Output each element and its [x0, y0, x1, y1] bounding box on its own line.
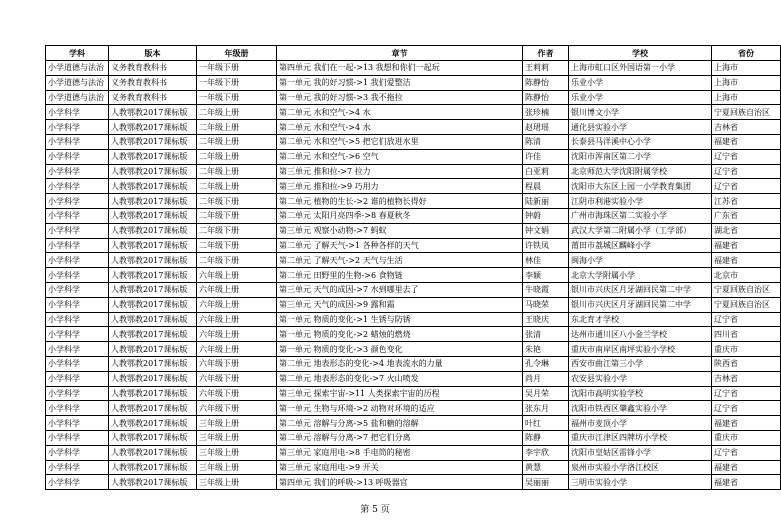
table-cell: 第四单元 我们的呼吸->13 呼吸器官 [277, 475, 523, 490]
table-cell: 张珍楠 [523, 105, 569, 120]
table-cell: 六年级下册 [197, 401, 277, 416]
table-cell: 三明市实验小学 [569, 475, 712, 490]
table-cell: 福建省 [712, 460, 781, 475]
table-cell: 福建省 [712, 238, 781, 253]
table-cell: 人教鄂教2017课标版 [109, 253, 197, 268]
table-cell: 吉林省 [712, 120, 781, 135]
table-cell: 小学科学 [46, 238, 109, 253]
table-cell: 第二单元 地表形态的变化->4 地表流水的力量 [277, 356, 523, 371]
table-cell: 人教鄂教2017课标版 [109, 386, 197, 401]
table-cell: 人教鄂教2017课标版 [109, 416, 197, 431]
table-row [46, 149, 781, 164]
table-cell: 泉州市实验小学洛江校区 [569, 460, 712, 475]
table-cell: 第二单元 水和空气->4 水 [277, 120, 523, 135]
table-row [46, 327, 781, 342]
table-cell: 程晨 [523, 179, 569, 194]
table-cell: 乐业小学 [569, 90, 712, 105]
table-cell: 沈阳市皇姑区雷锋小学 [569, 445, 712, 460]
table-cell: 第三单元 家庭用电->9 开关 [277, 460, 523, 475]
table-cell: 福建省 [712, 416, 781, 431]
table-cell: 第一单元 我的好习惯->3 我不拖拉 [277, 90, 523, 105]
table-cell: 第二单元 地表形态的变化->7 火山喷发 [277, 371, 523, 386]
table-cell: 辽宁省 [712, 149, 781, 164]
table-cell: 小学科学 [46, 445, 109, 460]
table-cell: 小学道德与法治 [46, 90, 109, 105]
table-cell: 银川市兴庆区月牙湖回民第二中学 [569, 282, 712, 297]
table-cell: 小学科学 [46, 430, 109, 445]
table-cell: 第二单元 了解天气->1 各种各样的天气 [277, 238, 523, 253]
table-cell: 第三单元 推和拉->9 巧用力 [277, 179, 523, 194]
table-cell: 林佳 [523, 253, 569, 268]
table-cell: 第一单元 物质的变化->2 蜡烛的燃烧 [277, 327, 523, 342]
table-row [46, 386, 781, 401]
table-cell: 钟蔚 [523, 208, 569, 223]
table-cell: 人教鄂教2017课标版 [109, 342, 197, 357]
table-cell: 福建省 [712, 475, 781, 490]
table-cell: 小学科学 [46, 356, 109, 371]
table-row [46, 253, 781, 268]
table-cell: 六年级下册 [197, 371, 277, 386]
table-cell: 小学科学 [46, 194, 109, 209]
table-cell: 人教鄂教2017课标版 [109, 445, 197, 460]
table-cell: 二年级下册 [197, 208, 277, 223]
table-cell: 孔令琳 [523, 356, 569, 371]
table-cell: 六年级上册 [197, 268, 277, 283]
table-cell: 六年级上册 [197, 297, 277, 312]
table-cell: 人教鄂教2017课标版 [109, 208, 197, 223]
page-number: 第 5 页 [360, 505, 390, 515]
table-row [46, 282, 781, 297]
table-cell: 小学科学 [46, 223, 109, 238]
table-row [46, 179, 781, 194]
table-cell: 许铁凤 [523, 238, 569, 253]
table-cell: 第二单元 田野里的生物->6 食物链 [277, 268, 523, 283]
table-cell: 小学科学 [46, 208, 109, 223]
table-cell: 王莉莉 [523, 61, 569, 76]
table-cell: 陈静怡 [523, 90, 569, 105]
table-cell: 小学科学 [46, 164, 109, 179]
table-cell: 小学科学 [46, 179, 109, 194]
table-cell: 一年级下册 [197, 90, 277, 105]
table-cell: 人教鄂教2017课标版 [109, 179, 197, 194]
table-cell: 二年级上册 [197, 149, 277, 164]
table-cell: 六年级上册 [197, 342, 277, 357]
table-cell: 江阴市利港实验小学 [569, 194, 712, 209]
table-cell: 辽宁省 [712, 312, 781, 327]
table-cell: 沈阳市大东区上园一小学教育集团 [569, 179, 712, 194]
table-cell: 重庆市 [712, 430, 781, 445]
table-cell: 第三单元 探索宇宙->11 人类探索宇宙的历程 [277, 386, 523, 401]
table-cell: 人教鄂教2017课标版 [109, 223, 197, 238]
table-cell: 辽宁省 [712, 401, 781, 416]
table-cell: 陆新丽 [523, 194, 569, 209]
table-cell: 宁夏回族自治区 [712, 282, 781, 297]
table-row [46, 475, 781, 490]
table-cell: 达州市通川区八小金兰学校 [569, 327, 712, 342]
table-cell: 小学科学 [46, 371, 109, 386]
table-cell: 农安县实验小学 [569, 371, 712, 386]
table-cell: 广东省 [712, 208, 781, 223]
column-header: 版本 [109, 46, 197, 61]
table-cell: 辽宁省 [712, 164, 781, 179]
table-cell: 第三单元 天气的成因->9 露和霜 [277, 297, 523, 312]
table-cell: 第二单元 溶解与分离->7 把它们分离 [277, 430, 523, 445]
table-cell: 上海市 [712, 75, 781, 90]
table-cell: 长泰县马洋溪中心小学 [569, 134, 712, 149]
table-cell: 江苏省 [712, 194, 781, 209]
table-cell: 人教鄂教2017课标版 [109, 430, 197, 445]
table-cell: 人教鄂教2017课标版 [109, 401, 197, 416]
table-row [46, 90, 781, 105]
table-cell: 二年级下册 [197, 253, 277, 268]
table-cell: 小学科学 [46, 342, 109, 357]
table-cell: 辽宁省 [712, 445, 781, 460]
table-cell: 重庆市南岸区南坪实验小学校 [569, 342, 712, 357]
table-row [46, 416, 781, 431]
table-cell: 三年级上册 [197, 445, 277, 460]
table-cell: 义务教育教科书 [109, 75, 197, 90]
table-cell: 小学科学 [46, 282, 109, 297]
table-cell: 人教鄂教2017课标版 [109, 194, 197, 209]
table-cell: 六年级上册 [197, 312, 277, 327]
table-row [46, 194, 781, 209]
table-cell: 人教鄂教2017课标版 [109, 120, 197, 135]
column-header: 学科 [46, 46, 109, 61]
table-row [46, 75, 781, 90]
table-row [46, 401, 781, 416]
table-row [46, 430, 781, 445]
table-cell: 上海市 [712, 61, 781, 76]
table-cell: 六年级下册 [197, 386, 277, 401]
table-cell: 许佳 [523, 149, 569, 164]
table-cell: 第一单元 物质的变化->3 颜色变化 [277, 342, 523, 357]
table-cell: 四川省 [712, 327, 781, 342]
table-cell: 二年级下册 [197, 194, 277, 209]
table-cell: 沈阳市铁西区肇鑫实验小学 [569, 401, 712, 416]
table-cell: 李宇欣 [523, 445, 569, 460]
table-cell: 人教鄂教2017课标版 [109, 164, 197, 179]
table-cell: 人教鄂教2017课标版 [109, 356, 197, 371]
table-cell: 小学科学 [46, 268, 109, 283]
table-row [46, 268, 781, 283]
table-cell: 二年级上册 [197, 164, 277, 179]
table-cell: 人教鄂教2017课标版 [109, 327, 197, 342]
table-row [46, 208, 781, 223]
table-cell: 上海市 [712, 90, 781, 105]
table-cell: 牛晓霞 [523, 282, 569, 297]
table-row [46, 342, 781, 357]
table-cell: 王晓庆 [523, 312, 569, 327]
table-cell: 武汉大学第二附属小学（工学部） [569, 223, 712, 238]
table-cell: 六年级上册 [197, 282, 277, 297]
table-cell: 张清 [523, 327, 569, 342]
table-cell: 福州市麦顶小学 [569, 416, 712, 431]
table-cell: 闽海小学 [569, 253, 712, 268]
table-row [46, 223, 781, 238]
table-cell: 二年级下册 [197, 238, 277, 253]
table-cell: 第二单元 水和空气->5 把它们放进水里 [277, 134, 523, 149]
table-cell: 第二单元 植物的生长->2 谁的植物长得好 [277, 194, 523, 209]
table-cell: 三年级上册 [197, 460, 277, 475]
table-cell: 北京大学附属小学 [569, 268, 712, 283]
table-row [46, 297, 781, 312]
table-cell: 吴丽丽 [523, 475, 569, 490]
table-cell: 三年级上册 [197, 430, 277, 445]
table-cell: 叶红 [523, 416, 569, 431]
table-cell: 银川市兴庆区月牙湖回民第二中学 [569, 297, 712, 312]
table-cell: 东北育才学校 [569, 312, 712, 327]
table-cell: 小学科学 [46, 416, 109, 431]
table-cell: 马晓荣 [523, 297, 569, 312]
table-cell: 小学科学 [46, 253, 109, 268]
table-cell: 银川博文小学 [569, 105, 712, 120]
table-cell: 二年级上册 [197, 179, 277, 194]
table-cell: 小学科学 [46, 120, 109, 135]
table-row [46, 164, 781, 179]
table-cell: 人教鄂教2017课标版 [109, 105, 197, 120]
table-cell: 陈清 [523, 134, 569, 149]
table-cell: 人教鄂教2017课标版 [109, 475, 197, 490]
table-cell: 一年级下册 [197, 61, 277, 76]
table-cell: 第三单元 观察小动物->7 蚂蚁 [277, 223, 523, 238]
table-cell: 小学科学 [46, 134, 109, 149]
table-cell: 黄慧 [523, 460, 569, 475]
table-row [46, 445, 781, 460]
table-cell: 莆田市荔城区麟峰小学 [569, 238, 712, 253]
table-cell: 第三单元 家庭用电->8 手电筒的秘密 [277, 445, 523, 460]
table-cell: 第四单元 我们在一起->13 我想和你们一起玩 [277, 61, 523, 76]
table-cell: 三年级上册 [197, 416, 277, 431]
table-cell: 尚月 [523, 371, 569, 386]
table-row [46, 61, 781, 76]
table-cell: 第一单元 生物与环境->2 动物对环境的适应 [277, 401, 523, 416]
table-cell: 吉林省 [712, 371, 781, 386]
data-table [45, 45, 781, 490]
table-cell: 第二单元 水和空气->6 空气 [277, 149, 523, 164]
table-cell: 三年级上册 [197, 475, 277, 490]
table-cell: 福建省 [712, 253, 781, 268]
table-cell: 小学科学 [46, 386, 109, 401]
table-cell: 李颖 [523, 268, 569, 283]
table-cell: 辽宁省 [712, 179, 781, 194]
table-cell: 通化县实验小学 [569, 120, 712, 135]
table-cell: 第三单元 天气的成因->7 水到哪里去了 [277, 282, 523, 297]
table-cell: 小学科学 [46, 475, 109, 490]
table-cell: 重庆市 [712, 342, 781, 357]
table-cell: 小学道德与法治 [46, 75, 109, 90]
table-row [46, 105, 781, 120]
table-row [46, 238, 781, 253]
table-cell: 白亚莉 [523, 164, 569, 179]
table-cell: 人教鄂教2017课标版 [109, 268, 197, 283]
column-header: 学校 [569, 46, 712, 61]
table-cell: 辽宁省 [712, 386, 781, 401]
column-header: 年级册 [197, 46, 277, 61]
table-cell: 钟文娟 [523, 223, 569, 238]
table-cell: 小学科学 [46, 401, 109, 416]
table-cell: 小学科学 [46, 297, 109, 312]
table-cell: 义务教育教科书 [109, 90, 197, 105]
table-cell: 第一单元 我的好习惯->1 我们爱整洁 [277, 75, 523, 90]
table-cell: 人教鄂教2017课标版 [109, 238, 197, 253]
column-header: 章节 [277, 46, 523, 61]
table-cell: 小学科学 [46, 327, 109, 342]
table-cell: 人教鄂教2017课标版 [109, 134, 197, 149]
table-cell: 人教鄂教2017课标版 [109, 282, 197, 297]
table-cell: 六年级下册 [197, 356, 277, 371]
table-cell: 人教鄂教2017课标版 [109, 149, 197, 164]
table-cell: 陈静 [523, 430, 569, 445]
table-cell: 上海市虹口区外国语第一小学 [569, 61, 712, 76]
table-row [46, 460, 781, 475]
table-cell: 第一单元 物质的变化->1 生锈与防锈 [277, 312, 523, 327]
table-cell: 第二单元 溶解与分离->5 盐和糖的溶解 [277, 416, 523, 431]
table-row [46, 134, 781, 149]
table-cell: 二年级下册 [197, 223, 277, 238]
column-header: 省份 [712, 46, 781, 61]
table-cell: 西安市曲江第三小学 [569, 356, 712, 371]
table-cell: 湖北省 [712, 223, 781, 238]
table-cell: 第三单元 推和拉->7 拉力 [277, 164, 523, 179]
table-cell: 吴月荣 [523, 386, 569, 401]
table-cell: 陕西省 [712, 356, 781, 371]
table-cell: 小学科学 [46, 149, 109, 164]
table-cell: 第二单元 了解天气->2 天气与生活 [277, 253, 523, 268]
table-cell: 人教鄂教2017课标版 [109, 297, 197, 312]
table-cell: 陈静怡 [523, 75, 569, 90]
table-cell: 人教鄂教2017课标版 [109, 371, 197, 386]
table-cell: 第二单元 水和空气->4 水 [277, 105, 523, 120]
table-cell: 六年级上册 [197, 327, 277, 342]
table-cell: 重庆市江津区四牌坊小学校 [569, 430, 712, 445]
table-cell: 一年级下册 [197, 75, 277, 90]
table-body [46, 61, 781, 490]
table-cell: 宁夏回族自治区 [712, 105, 781, 120]
table-cell: 二年级上册 [197, 134, 277, 149]
table-cell: 乐业小学 [569, 75, 712, 90]
table-row [46, 120, 781, 135]
header-row [46, 46, 781, 61]
table-cell: 福建省 [712, 134, 781, 149]
table-cell: 小学科学 [46, 312, 109, 327]
table-cell: 北京市 [712, 268, 781, 283]
table-row [46, 356, 781, 371]
table-cell: 二年级上册 [197, 120, 277, 135]
table-cell: 广州市海珠区第二实验小学 [569, 208, 712, 223]
table-row [46, 371, 781, 386]
table-cell: 第二单元 太阳月亮四季->8 春夏秋冬 [277, 208, 523, 223]
table-cell: 人教鄂教2017课标版 [109, 312, 197, 327]
table-cell: 二年级上册 [197, 105, 277, 120]
table-row [46, 312, 781, 327]
table-cell: 宁夏回族自治区 [712, 297, 781, 312]
table-cell: 义务教育教科书 [109, 61, 197, 76]
table-cell: 小学道德与法治 [46, 61, 109, 76]
table-cell: 赵珺瑶 [523, 120, 569, 135]
column-header: 作者 [523, 46, 569, 61]
table-cell: 人教鄂教2017课标版 [109, 460, 197, 475]
table-cell: 沈阳市浑南区第二小学 [569, 149, 712, 164]
table-cell: 小学科学 [46, 460, 109, 475]
table-cell: 北京师范大学沈阳附属学校 [569, 164, 712, 179]
table-cell: 朱艳 [523, 342, 569, 357]
table-cell: 沈阳市高明实验学校 [569, 386, 712, 401]
table-cell: 张东月 [523, 401, 569, 416]
table-cell: 小学科学 [46, 105, 109, 120]
